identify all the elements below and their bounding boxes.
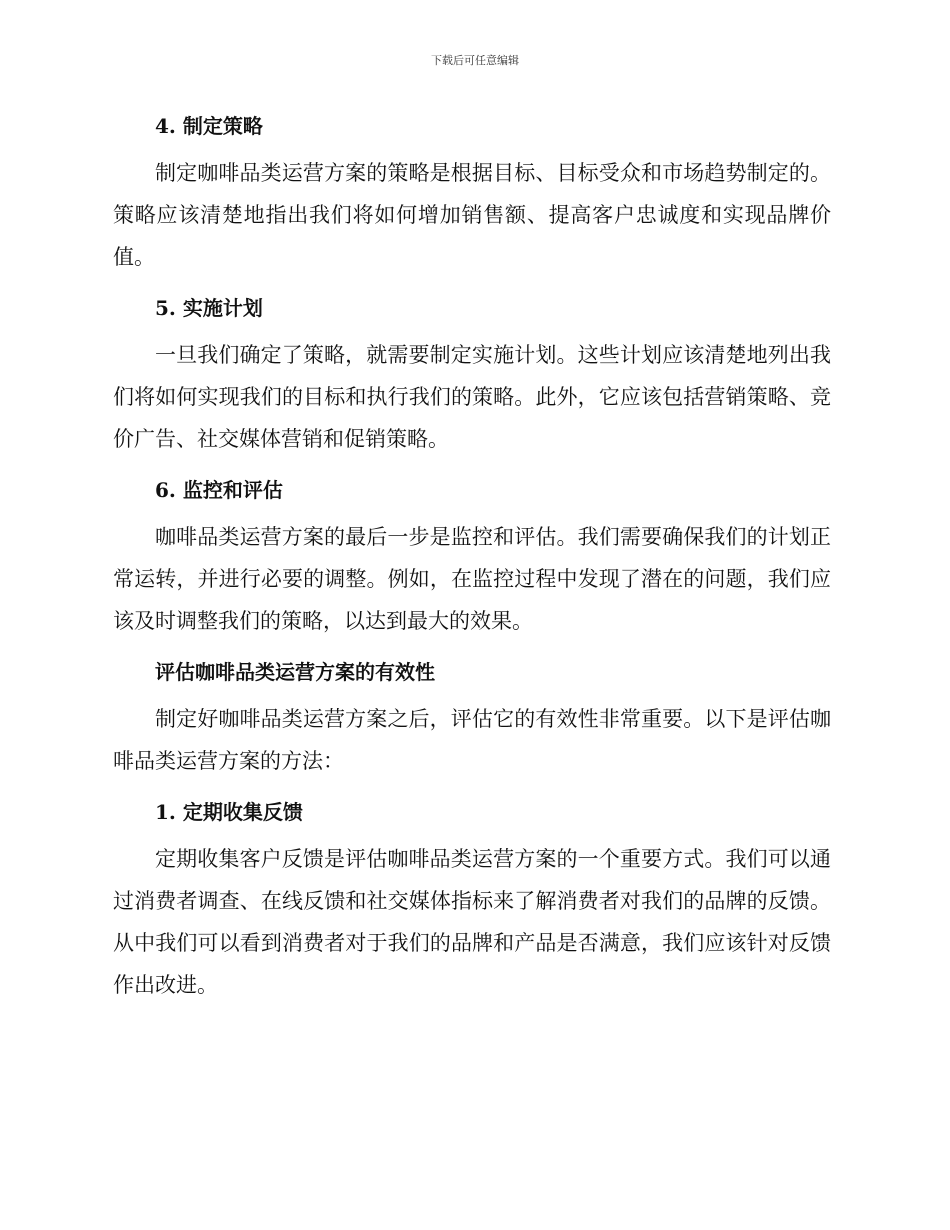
section-heading: 5. 实施计划 [155, 296, 263, 320]
section-paragraph: 制定咖啡品类运营方案的策略是根据目标、目标受众和市场趋势制定的。策略应该清楚地指出我们将如何增加销售额、提高客户忠诚度和实现品牌价值。 [113, 161, 831, 269]
section-heading: 6. 监控和评估 [155, 478, 283, 502]
section-heading: 评估咖啡品类运营方案的有效性 [155, 660, 435, 684]
section-paragraph: 制定好咖啡品类运营方案之后，评估它的有效性非常重要。以下是评估咖啡品类运营方案的方法： [113, 707, 831, 773]
section-heading: 1. 定期收集反馈 [155, 800, 303, 824]
section-monitoring [113, 472, 831, 642]
section-paragraph: 一旦我们确定了策略，就需要制定实施计划。这些计划应该清楚地列出我们将如何实现我们的目标和执行我们的策略。此外，它应该包括营销策略、竞价广告、社交媒体营销和促销策略。 [113, 343, 831, 451]
page-header: 下载后可任意编辑 [431, 54, 519, 67]
section-effectiveness [113, 654, 831, 782]
section-implementation [113, 290, 831, 460]
section-strategy [113, 108, 831, 278]
document-body [113, 108, 831, 1018]
section-feedback [113, 794, 831, 1006]
section-heading: 4. 制定策略 [155, 114, 263, 138]
section-paragraph: 定期收集客户反馈是评估咖啡品类运营方案的一个重要方式。我们可以通过消费者调查、在线反馈和社交媒体指标来了解消费者对我们的品牌的反馈。从中我们可以看到消费者对于我们的品牌和产品是否满意，我们应该针对反馈作出改进。 [113, 847, 831, 997]
section-paragraph: 咖啡品类运营方案的最后一步是监控和评估。我们需要确保我们的计划正常运转，并进行必要的调整。例如，在监控过程中发现了潜在的问题，我们应该及时调整我们的策略，以达到最大的效果。 [113, 525, 831, 633]
